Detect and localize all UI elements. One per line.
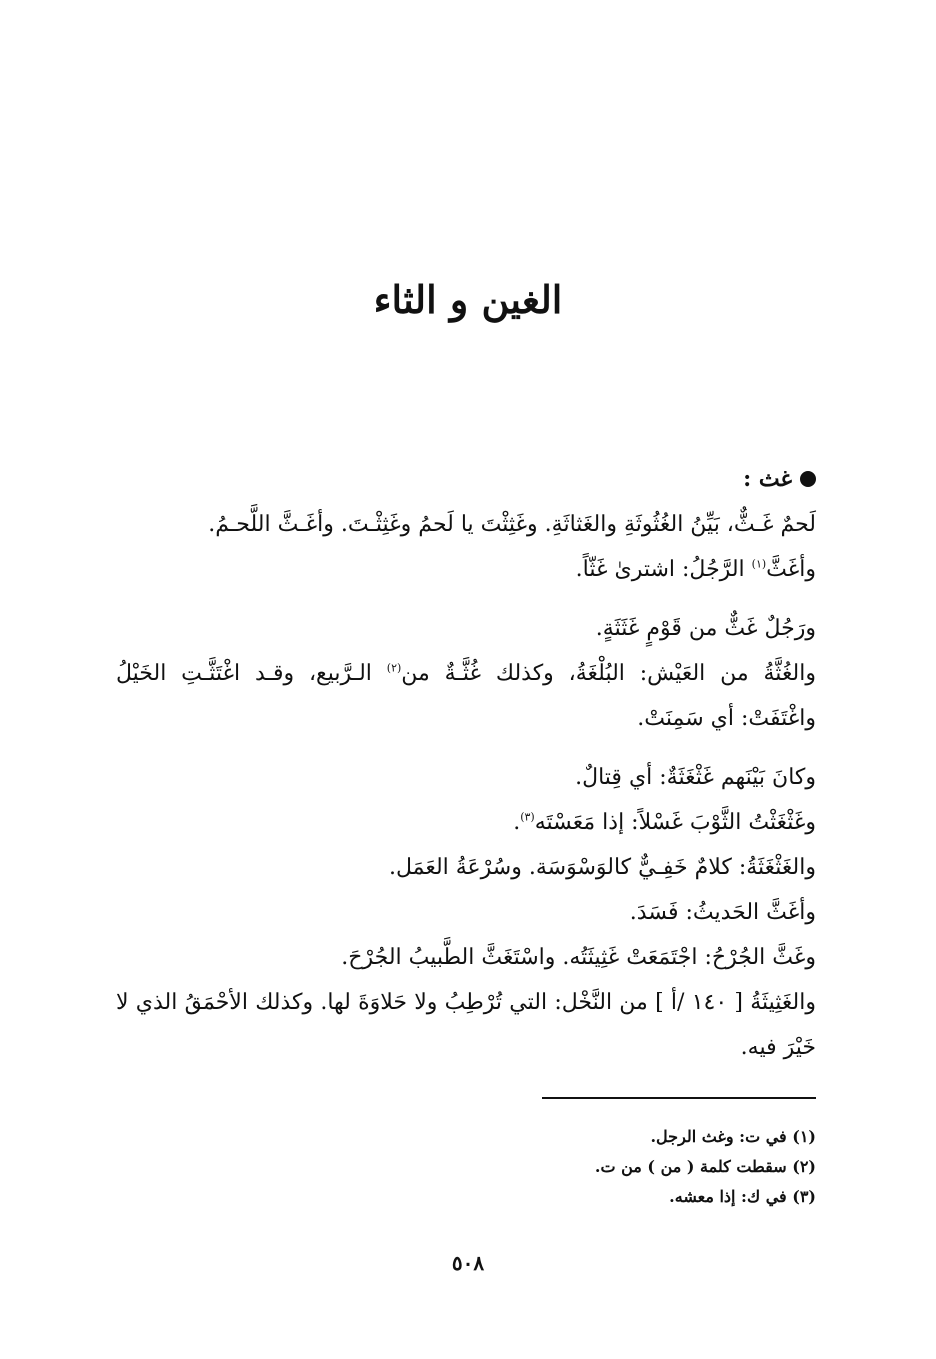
paragraph-2	[116, 547, 816, 592]
paragraph-text: وغَثَّ الجُرْحُ: اجْتَمَعَتْ غَثِيثَتُه. واسْتَغَثَّ الطَّبيبُ الجُرْحَ.	[341, 945, 816, 970]
paragraph-10	[116, 980, 816, 1070]
paragraph-5	[116, 755, 816, 800]
paragraph-text: ورَجُلٌ غَثٌّ من قَوْمٍ غَثَثَةٍ.	[595, 616, 816, 641]
paragraph-text: وأغَثَّ الحَديثُ: فَسَدَ.	[629, 900, 816, 925]
footnotes	[316, 1122, 816, 1212]
paragraph-3	[116, 606, 816, 651]
filled-circle-icon	[800, 471, 816, 487]
paragraph-text: الرَّجُلُ: اشترىٰ غَثّاً.	[575, 557, 752, 582]
footnote-3: (٣) في ك: إذا معشه.	[669, 1187, 816, 1206]
entry-heading-label: غث :	[743, 466, 792, 492]
paragraph-text: والغَثْغَثَةُ: كلامٌ خَفِـيٌّ كالوَسْوَسَة. وسُرْعَةُ العَمَل.	[388, 855, 816, 880]
entry-heading	[743, 462, 816, 496]
paragraph-text: وأغَثَّ	[766, 557, 816, 582]
paragraph-text: وكانَ بَيْنَهم غَثْغَثَةٌ: أي قِتالٌ.	[575, 765, 816, 790]
footnote-marker: (١)	[751, 557, 767, 571]
paragraph-text: والغَثِيثَةُ [ ١٤٠ /أ ] من النَّخْل: التي تُرْطِبُ ولا حَلاوَةَ لها. وكذلك الأحْمَقُ الذي لا خَيْرَ فيه.	[116, 990, 816, 1060]
footnote-separator	[542, 1097, 816, 1099]
paragraph-text: والغُثَّةُ من العَيْش: البُلْغَةُ، وكذلك غُثَّـةٌ من	[401, 661, 816, 686]
paragraph-4	[116, 651, 816, 741]
page-number: ٥٠٨	[451, 1251, 485, 1275]
paragraph-6	[116, 800, 816, 845]
footnote-marker: (٣)	[520, 810, 535, 824]
chapter-title: الغين و الثاء	[373, 277, 563, 322]
paragraph-text: الـرَّبيع، وقـد اغْتَثَّـتِ الخَيْلُ واغْتَفَتْ: أي سَمِنَتْ.	[116, 661, 816, 731]
paragraph-text: .	[513, 810, 521, 835]
paragraph-8	[116, 890, 816, 935]
entry-body	[116, 502, 816, 1070]
paragraph-1	[116, 502, 816, 547]
footnote-1: (١) في ت: وغث الرجل.	[650, 1127, 816, 1146]
paragraph-7	[116, 845, 816, 890]
paragraph-9	[116, 935, 816, 980]
paragraph-text: وغَثْغَثْتُ الثَّوْبَ غَسْلاً: إذا مَعَسْتَه	[534, 810, 816, 835]
footnote-marker: (٢)	[386, 661, 402, 675]
paragraph-text: لَحمٌ غَـثٌّ، بَيِّنُ الغُثُوثَةِ والغَثاثَةِ. وغَثِثْتَ يا لَحمُ وغَثِثْـتَ. وأغَـثَّ اللَّحـمُ.	[208, 512, 816, 537]
footnote-2: (٢) سقطت كلمة ( من ) من ت.	[594, 1157, 816, 1176]
